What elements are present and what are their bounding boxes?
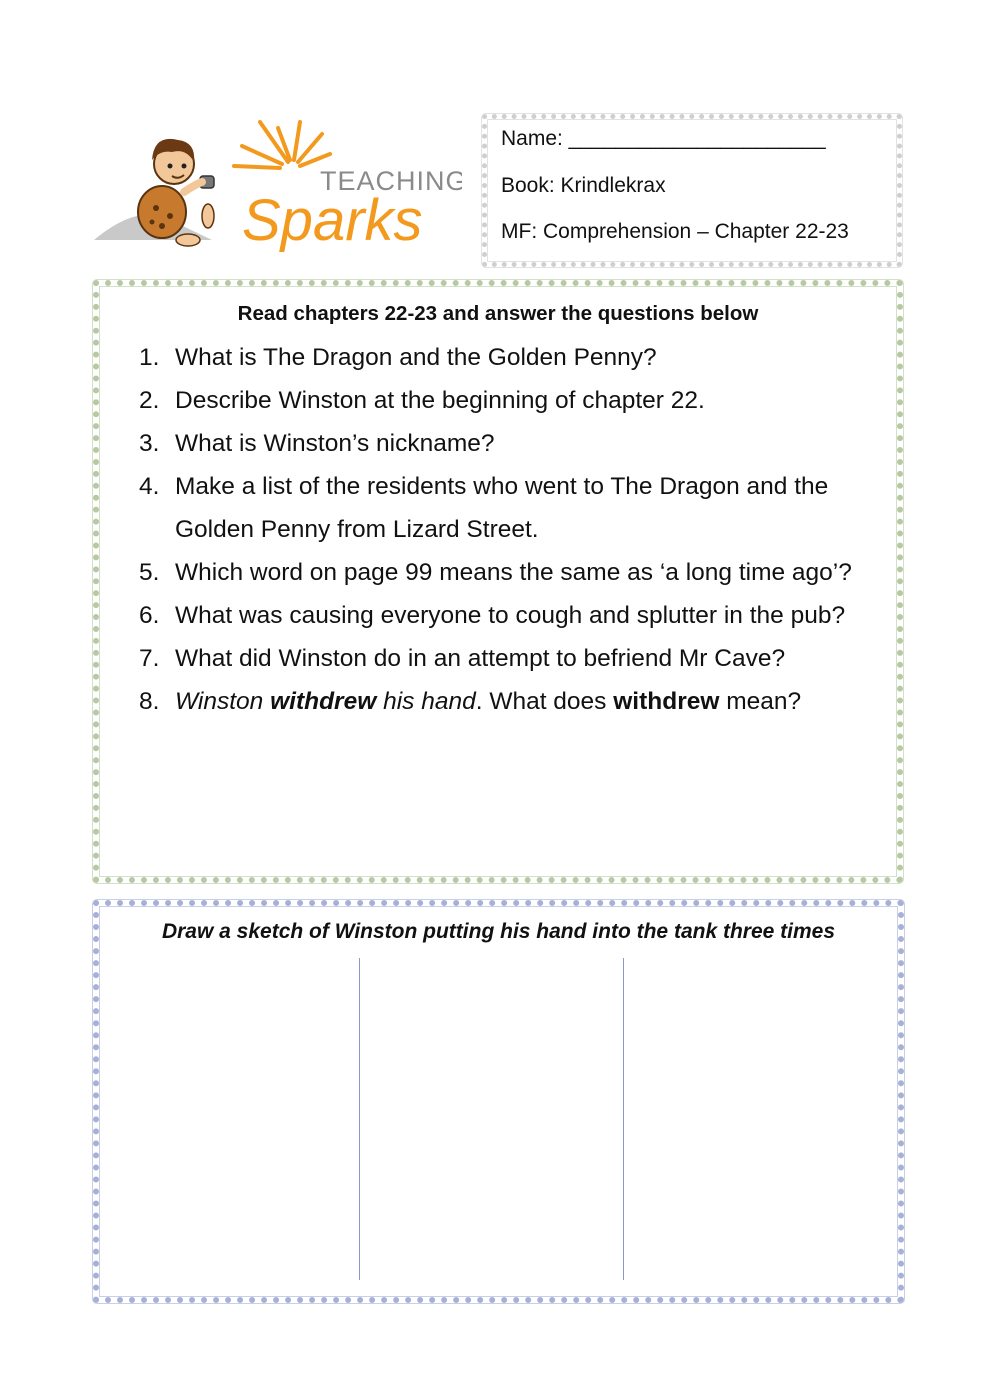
question-number: 1. — [139, 344, 160, 371]
questions-box — [93, 280, 903, 883]
question-text-end: mean? — [719, 688, 802, 715]
question-text: Which word on page 99 means the same as ‘a long time ago’? — [175, 559, 852, 586]
sketch-divider — [623, 958, 624, 1280]
question-number: 2. — [139, 387, 160, 414]
mf-comprehension-label: MF: Comprehension – Chapter 22-23 — [501, 220, 849, 243]
question-item — [139, 465, 887, 551]
teaching-sparks-logo — [92, 112, 462, 262]
student-info-box — [482, 114, 902, 267]
quote-text-end: his hand — [376, 688, 476, 715]
svg-text:TEACHING: TEACHING — [320, 166, 462, 196]
question-item — [139, 680, 887, 723]
question-text: . What does — [475, 688, 614, 715]
question-item — [139, 551, 887, 594]
question-number: 8. — [139, 688, 160, 715]
svg-text:Sparks: Sparks — [242, 188, 423, 253]
question-text: What is Winston’s nickname? — [175, 430, 495, 457]
keyword: withdrew — [613, 688, 720, 715]
question-item — [139, 637, 887, 680]
question-text: What did Winston do in an attempt to befriend Mr Cave? — [175, 645, 786, 672]
question-number: 4. — [139, 473, 160, 500]
question-number: 7. — [139, 645, 160, 672]
question-text: What is The Dragon and the Golden Penny? — [175, 344, 657, 371]
question-text: What was causing everyone to cough and splutter in the pub? — [175, 602, 846, 629]
quote-text: Winston — [175, 688, 271, 715]
question-item — [139, 336, 887, 379]
question-item — [139, 422, 887, 465]
question-number: 3. — [139, 430, 160, 457]
caveman-mascot-icon — [138, 139, 214, 246]
question-item — [139, 594, 887, 637]
sketch-box — [93, 900, 904, 1303]
name-field-label[interactable]: Name: ______________________ — [501, 127, 826, 150]
sketch-divider — [359, 958, 360, 1280]
sketch-heading: Draw a sketch of Winston putting his hand into the tank three times — [161, 920, 836, 943]
question-number: 6. — [139, 602, 160, 629]
question-number: 5. — [139, 559, 160, 586]
logo-graphic — [92, 112, 462, 262]
book-title: Book: Krindlekrax — [501, 173, 666, 197]
questions-list — [139, 336, 887, 723]
question-text: Describe Winston at the beginning of chapter 22. — [175, 387, 705, 414]
quote-keyword: withdrew — [270, 688, 377, 715]
question-item — [139, 379, 887, 422]
question-text: Make a list of the residents who went to The Dragon and the Golden Penny from Lizard Street. — [175, 473, 829, 543]
questions-heading: Read chapters 22-23 and answer the questions below — [237, 302, 759, 325]
